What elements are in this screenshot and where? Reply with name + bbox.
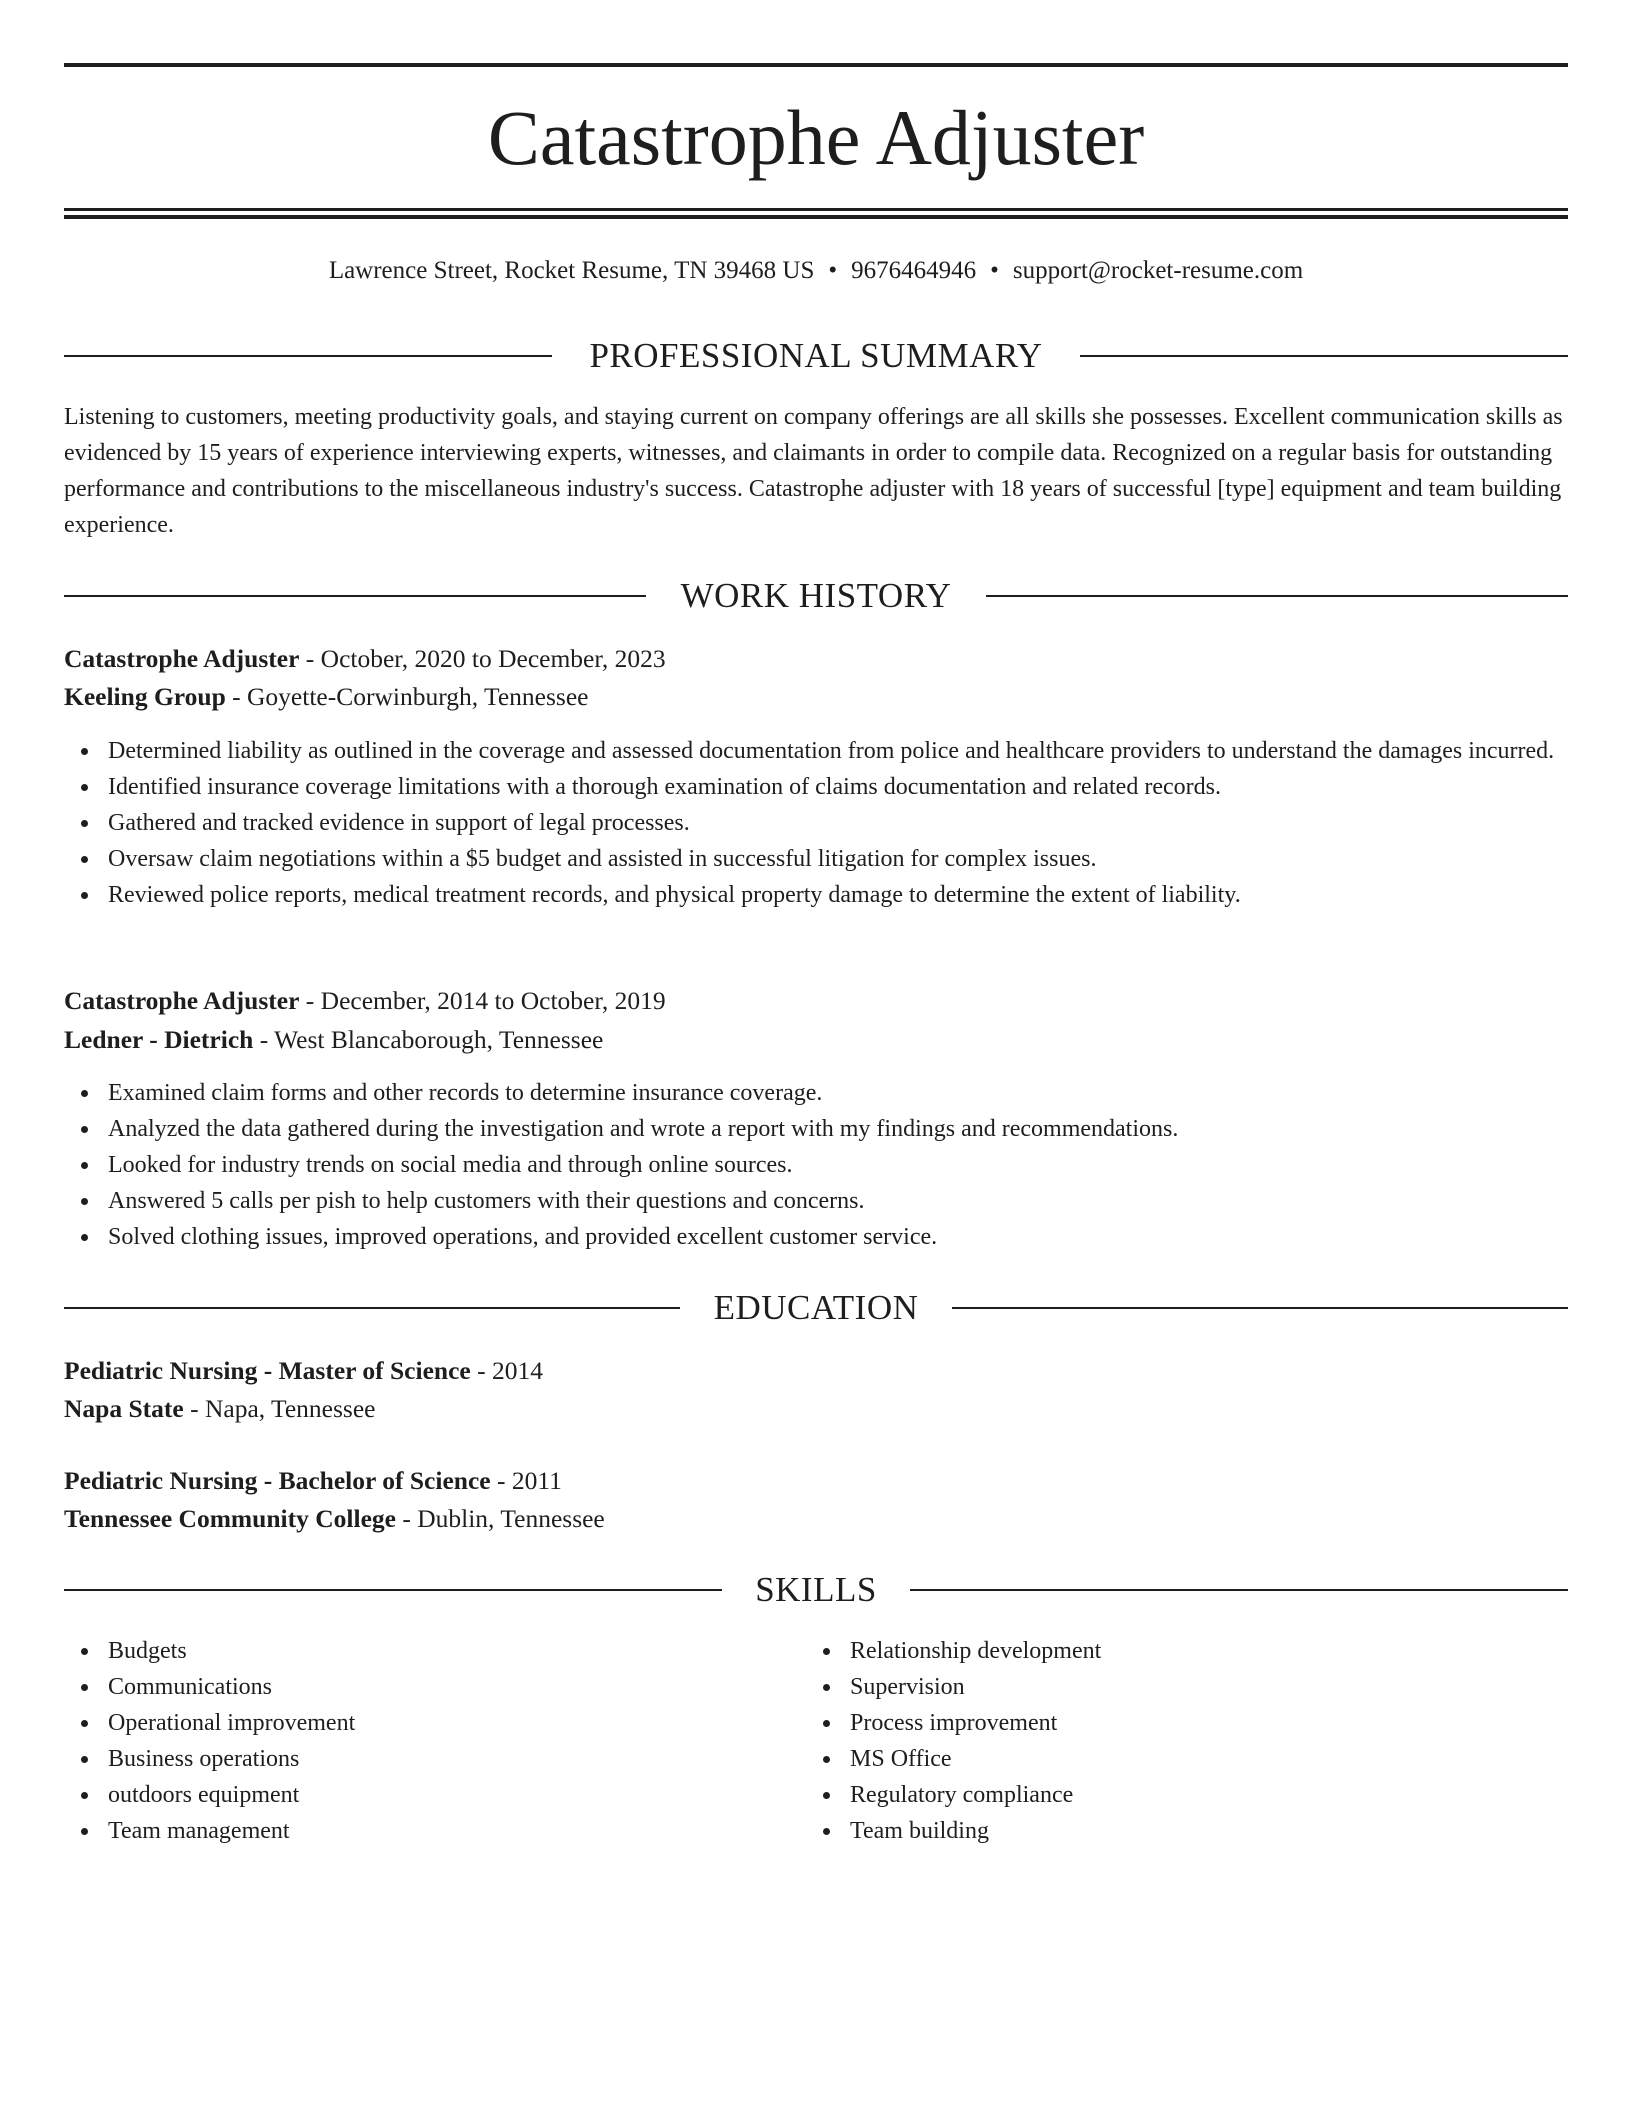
education-degree: Pediatric Nursing - Master of Science — [64, 1356, 471, 1385]
skill-item: outdoors equipment — [64, 1777, 1568, 1813]
skills-column-left — [64, 1633, 764, 1849]
job-title-line — [64, 641, 1568, 677]
job-dates: - October, 2020 to December, 2023 — [299, 644, 666, 673]
education-year: - 2014 — [470, 1356, 543, 1385]
list-item: Answered 5 calls per pish to help customers with their questions and concerns. — [64, 1183, 1568, 1219]
education-degree-line — [64, 1463, 1568, 1499]
job-company-line — [64, 679, 1568, 715]
job-title-line — [64, 983, 1568, 1019]
list-item: Oversaw claim negotiations within a $5 budget and assisted in successful litigation for complex issues. — [64, 841, 1568, 877]
skill-item: Operational improvement — [64, 1705, 1568, 1741]
skill-item: MS Office — [806, 1741, 1632, 1777]
contact-phone: 9676464946 — [851, 257, 977, 284]
job-company: Ledner - Dietrich — [64, 1025, 254, 1054]
list-item: Analyzed the data gathered during the investigation and wrote a report with my findings and recommendations. — [64, 1111, 1568, 1147]
list-item: Gathered and tracked evidence in support of legal processes. — [64, 805, 1568, 841]
section-title-work: WORK HISTORY — [680, 576, 952, 615]
list-item: Looked for industry trends on social media and through online sources. — [64, 1147, 1568, 1183]
skill-item: Relationship development — [806, 1633, 1632, 1669]
list-item: Identified insurance coverage limitations with a thorough examination of claims documentation and related records. — [64, 769, 1568, 805]
job-dates: - December, 2014 to October, 2019 — [299, 986, 666, 1015]
skill-item: Business operations — [64, 1741, 1568, 1777]
resume-title: Catastrophe Adjuster — [487, 94, 1145, 181]
skills-column-right — [806, 1633, 1506, 1849]
contact-separator: • — [990, 257, 999, 284]
skill-item: Team building — [806, 1813, 1632, 1849]
education-school: Napa State — [64, 1394, 184, 1423]
list-item: Determined liability as outlined in the coverage and assessed documentation from police and healthcare providers to understand the damages incurred. — [64, 733, 1568, 769]
section-heading-skills — [64, 1568, 1568, 1612]
contact-email: support@rocket-resume.com — [1012, 257, 1304, 284]
list-item: Solved clothing issues, improved operations, and provided excellent customer service. — [64, 1219, 1568, 1255]
education-degree-line — [64, 1353, 1568, 1389]
header-top-rule — [64, 63, 1568, 67]
list-item: Examined claim forms and other records to determine insurance coverage. — [64, 1075, 1568, 1111]
skill-item: Process improvement — [806, 1705, 1632, 1741]
job-title: Catastrophe Adjuster — [64, 644, 300, 673]
skill-item: Budgets — [64, 1633, 1568, 1669]
education-location: - Napa, Tennessee — [183, 1394, 376, 1423]
education-year: - 2011 — [490, 1466, 562, 1495]
job-location: - Goyette-Corwinburgh, Tennessee — [225, 682, 589, 711]
education-degree: Pediatric Nursing - Bachelor of Science — [64, 1466, 491, 1495]
list-item: Reviewed police reports, medical treatment records, and physical property damage to determine the extent of liability. — [64, 877, 1568, 913]
section-heading-work — [64, 574, 1568, 618]
contact-line — [64, 254, 1568, 288]
job-company: Keeling Group — [64, 682, 226, 711]
education-school: Tennessee Community College — [64, 1504, 396, 1533]
skills-list — [806, 1633, 1632, 1849]
contact-address: Lawrence Street, Rocket Resume, TN 39468 US — [328, 257, 815, 284]
skill-item: Team management — [64, 1813, 1568, 1849]
job-bullets — [64, 1075, 1568, 1255]
contact-separator: • — [828, 257, 838, 284]
job-bullets — [64, 733, 1568, 913]
summary-text: Listening to customers, meeting productivity goals, and staying current on company offerings are all skills she possesses. Excellent communication skills as evidenced by 15 years of experience interviewing experts, witnesses, and claimants in order to compile data. Recognized on a regular basis for outstanding performance and contributions to the miscellaneous industry's success. Catastrophe adjuster with 18 years of successful [type] equipment and team building experience. — [64, 404, 1563, 538]
education-school-line — [64, 1501, 1568, 1537]
section-title-education: EDUCATION — [713, 1288, 919, 1327]
section-title-skills: SKILLS — [755, 1570, 877, 1609]
skill-item: Regulatory compliance — [806, 1777, 1632, 1813]
section-title-summary: PROFESSIONAL SUMMARY — [589, 336, 1043, 375]
section-heading-education — [64, 1286, 1568, 1330]
job-location: - West Blancaborough, Tennessee — [253, 1025, 604, 1054]
job-company-line — [64, 1022, 1568, 1058]
section-heading-summary — [64, 334, 1568, 378]
education-location: - Dublin, Tennessee — [395, 1504, 605, 1533]
skill-item: Communications — [64, 1669, 1568, 1705]
skill-item: Supervision — [806, 1669, 1632, 1705]
job-title: Catastrophe Adjuster — [64, 986, 300, 1015]
header-double-rule-upper — [64, 208, 1568, 211]
education-school-line — [64, 1391, 1568, 1427]
header-double-rule-lower — [64, 215, 1568, 219]
